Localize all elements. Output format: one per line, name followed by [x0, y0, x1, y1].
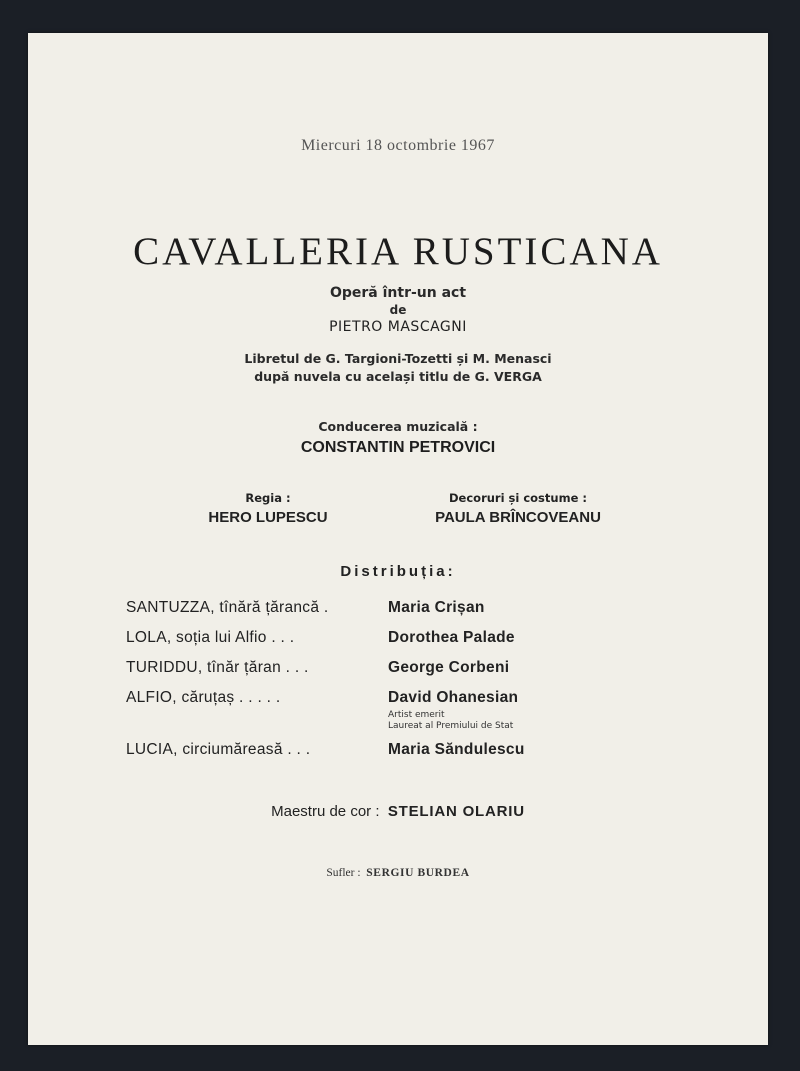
cast-heading: Distribuția: — [340, 563, 456, 580]
cast-role: ALFIO, căruțaș . . . . . — [126, 689, 281, 706]
prompter-label: Sufler : — [326, 867, 361, 879]
cast-role: TURIDDU, tînăr țăran . . . — [126, 659, 309, 676]
chorus-master-label: Maestru de cor : — [271, 803, 380, 820]
performance-date: Miercuri 18 octombrie 1967 — [301, 137, 495, 154]
cast-role: LOLA, soția lui Alfio . . . — [126, 629, 295, 646]
director-label: Regia : — [245, 491, 291, 505]
composer-name: PIETRO MASCAGNI — [329, 319, 467, 335]
cast-role: LUCIA, circiumăreasă . . . — [126, 741, 311, 758]
libretto-credit: Libretul de G. Targioni-Tozetti și M. Menasci — [244, 351, 552, 366]
opera-title: CAVALLERIA RUSTICANA — [133, 230, 663, 273]
source-credit: după nuvela cu același titlu de G. VERGA — [254, 369, 542, 384]
cast-actor: George Corbeni — [388, 659, 510, 676]
cast-role: SANTUZZA, tînără țărancă . — [126, 599, 329, 616]
prompter-name: SERGIU BURDEA — [366, 867, 470, 879]
chorus-master-name: STELIAN OLARIU — [387, 803, 525, 820]
actor-title-note: Artist emerit — [388, 710, 445, 720]
opera-subtitle: Operă într-un act — [329, 285, 467, 301]
by-label: de — [389, 303, 407, 317]
design-label: Decoruri și costume : — [449, 491, 587, 505]
conductor-label: Conducerea muzicală : — [318, 419, 478, 434]
program-card — [28, 33, 768, 1045]
actor-award-note: Laureat al Premiului de Stat — [388, 721, 514, 731]
director-name: HERO LUPESCU — [208, 509, 328, 526]
cast-actor: Dorothea Palade — [388, 629, 515, 646]
chorus-master-line — [28, 803, 768, 820]
cast-actor: Maria Săndulescu — [388, 741, 525, 758]
designer-name: PAULA BRÎNCOVEANU — [435, 509, 601, 526]
cast-actor: Maria Crișan — [388, 599, 485, 616]
prompter-line — [28, 867, 768, 879]
cast-actor: David Ohanesian — [388, 689, 519, 706]
conductor-name: CONSTANTIN PETROVICI — [300, 439, 496, 456]
